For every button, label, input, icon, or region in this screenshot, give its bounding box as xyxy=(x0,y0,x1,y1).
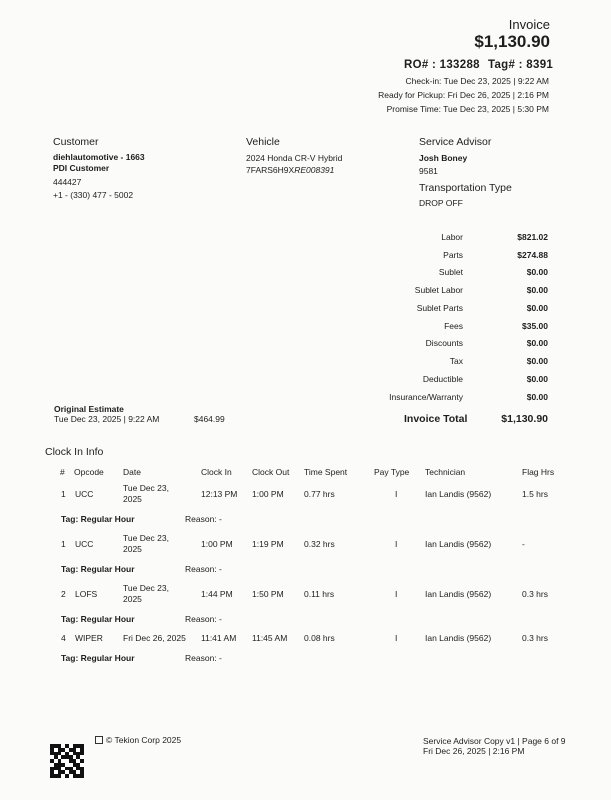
row-reason: Reason: - xyxy=(185,564,222,574)
invoice-amount: $1,130.90 xyxy=(474,32,550,51)
advisor-name: Josh Boney xyxy=(419,153,468,163)
original-estimate-date: Tue Dec 23, 2025 | 9:22 AM xyxy=(54,414,160,424)
row-flag-hrs: 1.5 hrs xyxy=(522,489,548,499)
row-date-line1: Tue Dec 23, xyxy=(123,583,169,593)
row-flag-hrs: 0.3 hrs xyxy=(522,589,548,599)
summary-sublet-labor-label: Sublet Labor xyxy=(414,285,463,295)
original-estimate-amount: $464.99 xyxy=(194,414,225,424)
row-number: 1 xyxy=(61,539,66,549)
footer-copy-info: Service Advisor Copy v1 | Page 6 of 9 xyxy=(423,736,566,746)
row-technician: Ian Landis (9562) xyxy=(425,539,492,549)
row-time-spent: 0.08 hrs xyxy=(304,633,335,643)
transport-title: Transportation Type xyxy=(419,182,512,194)
row-clock-out: 1:19 PM xyxy=(252,539,284,549)
row-date-line1: Tue Dec 23, xyxy=(123,483,169,493)
advisor-title: Service Advisor xyxy=(419,136,492,148)
customer-phone: +1 - (330) 477 - 5002 xyxy=(53,190,134,200)
row-time-spent: 0.11 hrs xyxy=(304,589,335,599)
footer-copyright: © Tekion Corp 2025 xyxy=(106,735,182,745)
original-estimate-title: Original Estimate xyxy=(54,404,124,414)
summary-tax-label: Tax xyxy=(449,356,463,366)
row-reason: Reason: - xyxy=(185,614,222,624)
summary-fees-label: Fees xyxy=(444,321,463,331)
summary-deductible-value: $0.00 xyxy=(526,374,548,384)
ready-for-pickup-time: Ready for Pickup: Fri Dec 26, 2025 | 2:16 PM xyxy=(378,90,549,100)
summary-labor-label: Labor xyxy=(441,232,463,242)
summary-sublet-value: $0.00 xyxy=(526,267,548,277)
invoice-total-value: $1,130.90 xyxy=(501,413,548,425)
tag-label: Tag: Regular Hour xyxy=(61,614,135,624)
vehicle-section xyxy=(246,136,342,176)
table-row xyxy=(0,482,611,512)
vehicle-title: Vehicle xyxy=(246,136,280,148)
row-pay-type: I xyxy=(395,633,398,643)
row-date-line1: Tue Dec 23, xyxy=(123,533,169,543)
customer-section xyxy=(53,136,145,202)
summary-tax-value: $0.00 xyxy=(526,356,548,366)
row-opcode: UCC xyxy=(75,489,94,499)
clock-in-title: Clock In Info xyxy=(45,446,104,458)
summary-insurance-label: Insurance/Warranty xyxy=(389,392,463,402)
row-date-line2: 2025 xyxy=(123,594,142,604)
row-tag xyxy=(61,514,135,524)
row-clock-out: 1:50 PM xyxy=(252,589,284,599)
customer-type: PDI Customer xyxy=(53,163,110,173)
row-opcode: WIPER xyxy=(75,633,103,643)
row-technician: Ian Landis (9562) xyxy=(425,589,492,599)
customer-number: 444427 xyxy=(53,177,82,187)
row-clock-out: 1:00 PM xyxy=(252,489,284,499)
advisor-section xyxy=(419,136,491,179)
column-header-pay-type: Pay Type xyxy=(374,467,410,477)
vehicle-vin xyxy=(246,164,342,176)
invoice-title: Invoice xyxy=(508,17,550,32)
summary-deductible-label: Deductible xyxy=(422,374,463,384)
tekion-logo-icon xyxy=(95,736,103,744)
row-date-line2: 2025 xyxy=(123,544,142,554)
summary-sublet-parts-label: Sublet Parts xyxy=(416,303,463,313)
row-reason: Reason: - xyxy=(185,514,222,524)
summary-labor-value: $821.02 xyxy=(517,232,548,242)
transport-section xyxy=(419,182,512,208)
row-opcode: LOFS xyxy=(75,589,98,599)
summary-fees-value: $35.00 xyxy=(522,321,548,331)
row-tag xyxy=(61,653,135,663)
advisor-id: 9581 xyxy=(419,166,438,176)
summary-discounts-value: $0.00 xyxy=(526,338,548,348)
summary-parts-value: $274.88 xyxy=(517,250,548,260)
summary-sublet-label: Sublet xyxy=(438,267,463,277)
row-number: 4 xyxy=(61,633,66,643)
footer-timestamp: Fri Dec 26, 2025 | 2:16 PM xyxy=(423,746,525,756)
row-flag-hrs: 0.3 hrs xyxy=(522,633,548,643)
tag-label: Tag: Regular Hour xyxy=(61,653,135,663)
row-flag-hrs: - xyxy=(522,539,525,549)
row-date-line1: Fri Dec 26, 2025 xyxy=(123,633,186,643)
summary-sublet-labor-value: $0.00 xyxy=(526,285,548,295)
vin-prefix: 7FARS6H9X xyxy=(246,165,295,175)
column-header-clock-in: Clock In xyxy=(201,467,232,477)
tag-label: Tag: Regular Hour xyxy=(61,564,135,574)
row-number: 1 xyxy=(61,489,66,499)
tag-label: Tag: Regular Hour xyxy=(61,514,135,524)
summary-discounts-label: Discounts xyxy=(425,338,463,348)
row-technician: Ian Landis (9562) xyxy=(425,633,492,643)
row-clock-in: 1:00 PM xyxy=(201,539,233,549)
column-header-date: Date xyxy=(123,467,141,477)
row-reason: Reason: - xyxy=(185,653,222,663)
table-row xyxy=(0,582,611,612)
invoice-total-label: Invoice Total xyxy=(404,413,468,425)
row-tag xyxy=(61,564,135,574)
promise-time: Promise Time: Tue Dec 23, 2025 | 5:30 PM xyxy=(386,104,549,114)
column-header-opcode: Opcode xyxy=(74,467,104,477)
vehicle-model: 2024 Honda CR-V Hybrid xyxy=(246,153,343,163)
qr-code-icon xyxy=(50,744,84,778)
tag-number: Tag# : 8391 xyxy=(488,59,554,71)
repair-order-number: RO# : 133288 xyxy=(404,59,480,71)
column-header-flag-hrs: Flag Hrs xyxy=(522,467,555,477)
summary-insurance-value: $0.00 xyxy=(526,392,548,402)
row-date-line2: 2025 xyxy=(123,494,142,504)
row-tag xyxy=(61,614,135,624)
row-clock-in: 11:41 AM xyxy=(201,633,237,643)
summary-sublet-parts-value: $0.00 xyxy=(526,303,548,313)
column-header-technician: Technician xyxy=(425,467,466,477)
row-pay-type: I xyxy=(395,489,398,499)
transport-value: DROP OFF xyxy=(419,198,463,208)
column-header-time-spent: Time Spent xyxy=(304,467,348,477)
column-header-clock-out: Clock Out xyxy=(252,467,290,477)
summary-parts-label: Parts xyxy=(443,250,463,260)
row-clock-in: 1:44 PM xyxy=(201,589,233,599)
table-row xyxy=(0,532,611,562)
column-header-number: # xyxy=(60,467,65,477)
row-pay-type: I xyxy=(395,539,398,549)
row-number: 2 xyxy=(61,589,66,599)
vin-suffix: RE008391 xyxy=(294,165,335,175)
customer-title: Customer xyxy=(53,136,99,148)
row-clock-in: 12:13 PM xyxy=(201,489,238,499)
table-row xyxy=(0,626,611,650)
checkin-time: Check-in: Tue Dec 23, 2025 | 9:22 AM xyxy=(405,76,549,86)
customer-name: diehlautomotive - 1663 xyxy=(53,152,145,162)
row-time-spent: 0.32 hrs xyxy=(304,539,335,549)
row-technician: Ian Landis (9562) xyxy=(425,489,492,499)
row-time-spent: 0.77 hrs xyxy=(304,489,335,499)
row-pay-type: I xyxy=(395,589,398,599)
row-opcode: UCC xyxy=(75,539,94,549)
row-clock-out: 11:45 AM xyxy=(252,633,288,643)
